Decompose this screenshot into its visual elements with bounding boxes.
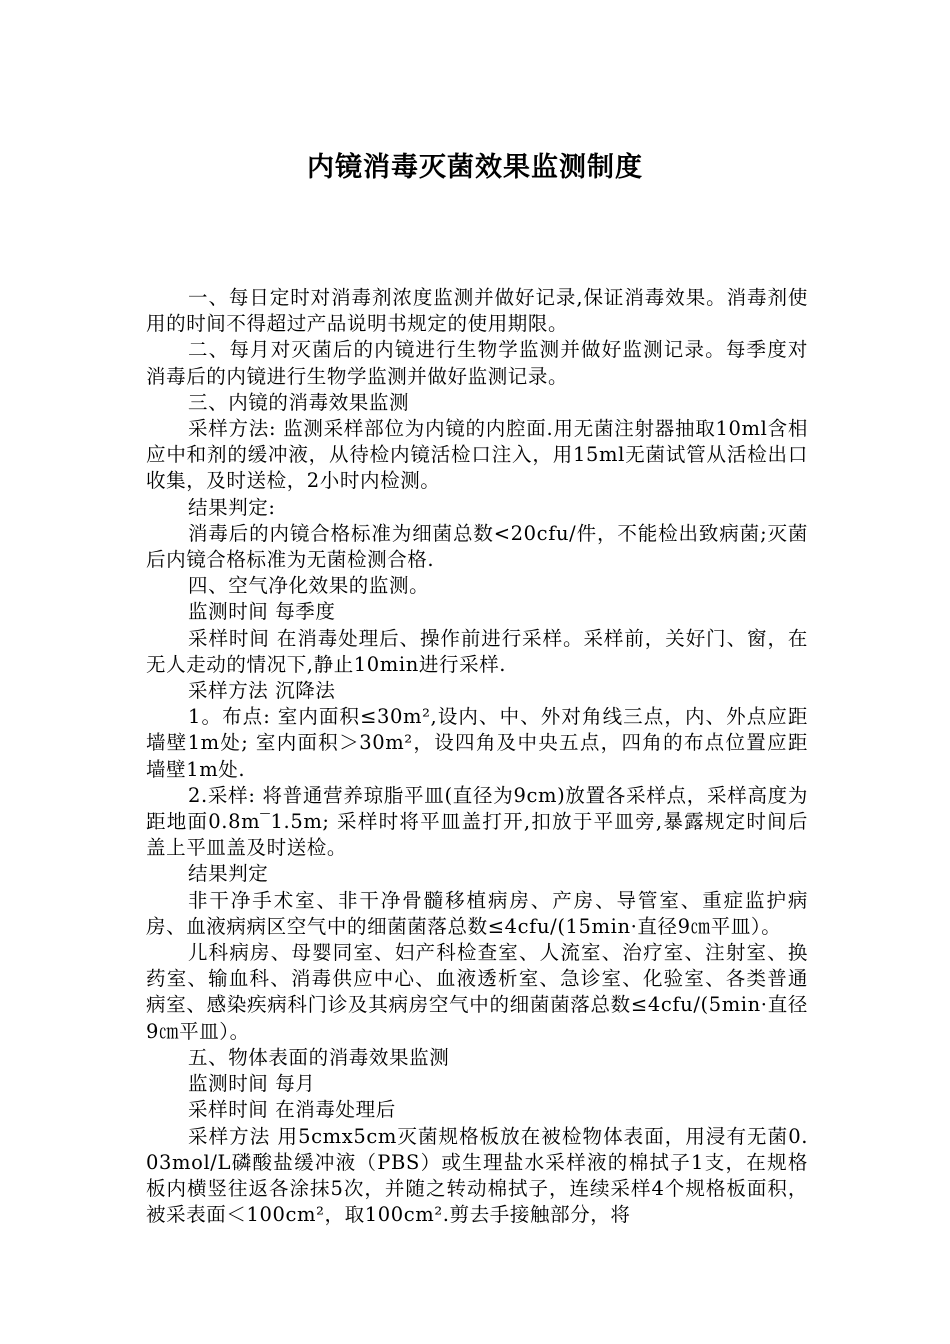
- paragraph-result-label-2: 结果判定: [188, 862, 269, 886]
- paragraph-sampling-steps: 2.采样: 将普通营养琼脂平皿(直径为9cm)放置各采样点，采样高度为距地面0.8m‾1.5m; 采样时将平皿盖打开,扣放于平皿旁,暴露规定时间后盖上平皿盖及时送检。: [146, 783, 808, 860]
- paragraph-sampling-time-2: 采样时间 在消毒处理后: [188, 1098, 396, 1122]
- paragraph-criteria-2: 儿科病房、母婴同室、妇产科检查室、人流室、治疗室、注射室、换药室、输血科、消毒供应中心、血液透析室、急诊室、化验室、各类普通病室、感染疾病科门诊及其病房空气中的细菌菌落总数≤4cfu/(5min·直径9㎝平皿）。: [146, 941, 808, 1043]
- document-body: [146, 285, 808, 1228]
- paragraph-monitor-time: 监测时间 每季度: [188, 600, 336, 624]
- section-heading-3: 三、内镜的消毒效果监测: [188, 390, 410, 414]
- paragraph-sampling-time: 采样时间 在消毒处理后、操作前进行采样。采样前，关好门、窗，在无人走动的情况下,静止10min进行采样.: [146, 626, 808, 676]
- paragraph-criteria-1: 非干净手术室、非干净骨髓移植病房、产房、导管室、重症监护病房、血液病病区空气中的细菌菌落总数≤4cfu/(15min·直径9㎝平皿）。: [146, 888, 808, 938]
- paragraph-result-label: 结果判定:: [188, 495, 276, 519]
- paragraph-sampling-method: 采样方法: 监测采样部位为内镜的内腔面.用无菌注射器抽取10ml含相应中和剂的缓冲液，从待检内镜活检口注入，用15ml无菌试管从活检出口收集，及时送检，2小时内检测。: [146, 417, 808, 493]
- section-heading-4: 四、空气净化效果的监测。: [188, 574, 430, 598]
- paragraph-sampling-method-3: 采样方法 用5cmx5cm灭菌规格板放在被检物体表面，用浸有无菌0.03mol/L磷酸盐缓冲液（PBS）或生理盐水采样液的棉拭子1支，在规格板内横竖往返各涂抹5次，并随之转动棉拭子，连续采样4个规格板面积，被采表面＜100cm²，取100cm².剪去手接触部分，将: [146, 1124, 808, 1227]
- paragraph-layout-points: 1。布点: 室内面积≤30m²,设内、中、外对角线三点，内、外点应距墙壁1m处; 室内面积＞30m²，设四角及中央五点，四角的布点位置应距墙壁1m处.: [146, 705, 808, 781]
- paragraph-monitor-time-2: 监测时间 每月: [188, 1072, 316, 1096]
- paragraph-1: 一、每日定时对消毒剂浓度监测并做好记录,保证消毒效果。消毒剂使用的时间不得超过产品说明书规定的使用期限。: [146, 286, 808, 336]
- paragraph-2: 二、每月对灭菌后的内镜进行生物学监测并做好监测记录。每季度对消毒后的内镜进行生物学监测并做好监测记录。: [146, 338, 808, 388]
- paragraph-result-criteria: 消毒后的内镜合格标准为细菌总数<20cfu/件，不能检出致病菌;灭菌后内镜合格标准为无菌检测合格.: [146, 521, 808, 572]
- paragraph-sampling-method-2: 采样方法 沉降法: [188, 679, 336, 703]
- document-title: 内镜消毒灭菌效果监测制度: [307, 152, 643, 183]
- section-heading-5: 五、物体表面的消毒效果监测: [188, 1045, 450, 1069]
